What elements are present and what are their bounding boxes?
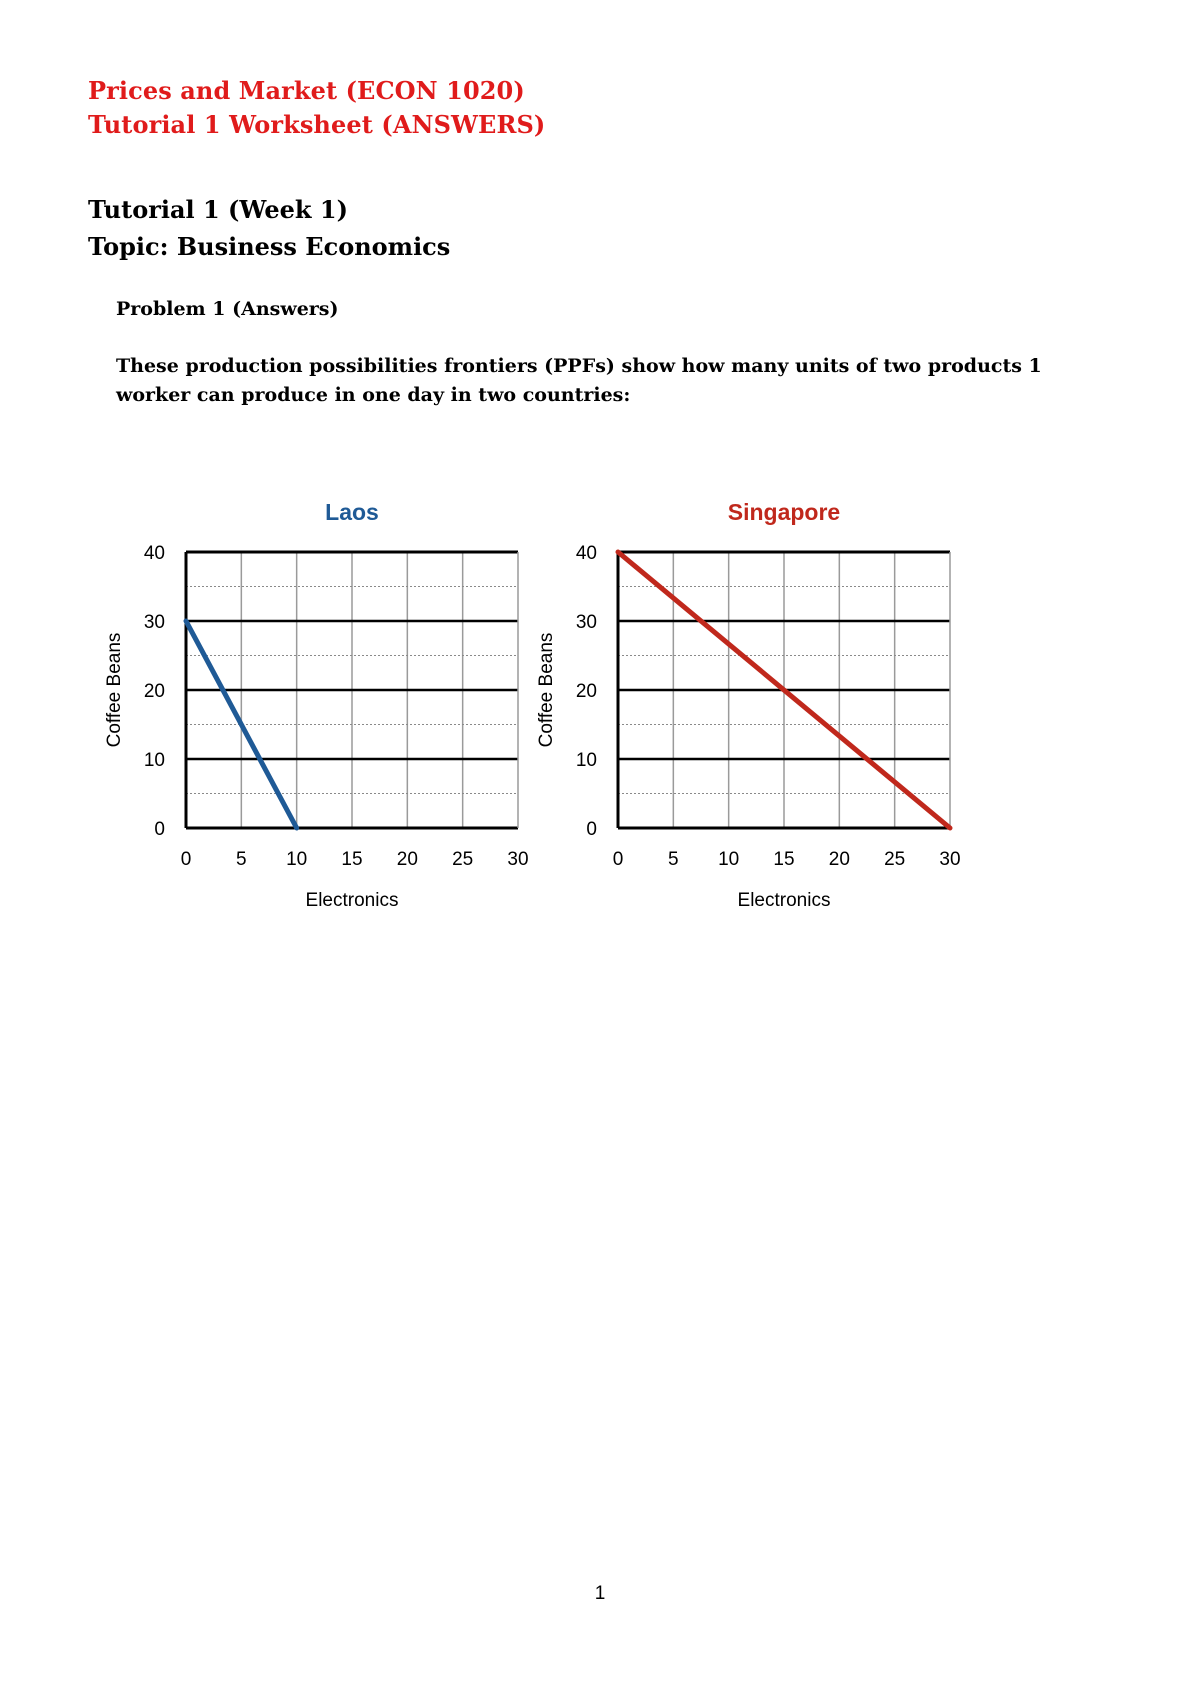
x-tick-label: 10 [286, 849, 308, 870]
page-number: 1 [594, 1583, 606, 1604]
x-tick-label: 0 [612, 849, 624, 870]
y-tick-label: 10 [143, 750, 165, 771]
x-tick-label: 25 [452, 849, 474, 870]
chart-title: Laos [325, 499, 379, 525]
y-tick-label: 20 [575, 681, 597, 702]
tutorial-topic: Topic: Business Economics [88, 232, 451, 261]
x-axis-label: Electronics [737, 890, 831, 911]
document-subtitle: Tutorial 1 Worksheet (ANSWERS) [88, 110, 546, 139]
x-tick-label: 0 [180, 849, 192, 870]
problem-text [116, 352, 1096, 410]
x-tick-label: 20 [396, 849, 418, 870]
y-tick-label: 20 [143, 681, 165, 702]
problem-text-line-1: These production possibilities frontiers (PPFs) show how many units of two products 1 [116, 355, 1042, 377]
x-tick-label: 15 [773, 849, 795, 870]
x-tick-label: 5 [668, 849, 679, 870]
ppf-charts [90, 480, 970, 930]
document-title: Prices and Market (ECON 1020) [88, 76, 525, 105]
x-tick-label: 30 [939, 849, 961, 870]
x-tick-label: 5 [236, 849, 247, 870]
y-tick-label: 40 [575, 543, 597, 564]
y-tick-label: 30 [575, 612, 597, 633]
problem-label: Problem 1 (Answers) [116, 298, 339, 320]
y-tick-label: 0 [154, 819, 165, 840]
chart-title: Singapore [727, 499, 841, 525]
x-tick-label: 25 [884, 849, 906, 870]
y-tick-label: 40 [143, 543, 165, 564]
tutorial-title: Tutorial 1 (Week 1) [88, 195, 348, 224]
singapore-chart [536, 499, 961, 911]
x-tick-label: 20 [828, 849, 850, 870]
y-tick-label: 0 [586, 819, 597, 840]
x-tick-label: 15 [341, 849, 363, 870]
x-axis-label: Electronics [305, 890, 399, 911]
y-tick-label: 10 [575, 750, 597, 771]
y-axis-label: Coffee Beans [536, 632, 557, 748]
laos-chart [104, 499, 529, 911]
x-tick-label: 10 [718, 849, 740, 870]
y-axis-label: Coffee Beans [104, 632, 125, 748]
x-tick-label: 30 [507, 849, 529, 870]
problem-text-line-2: worker can produce in one day in two countries: [116, 384, 631, 406]
y-tick-label: 30 [143, 612, 165, 633]
